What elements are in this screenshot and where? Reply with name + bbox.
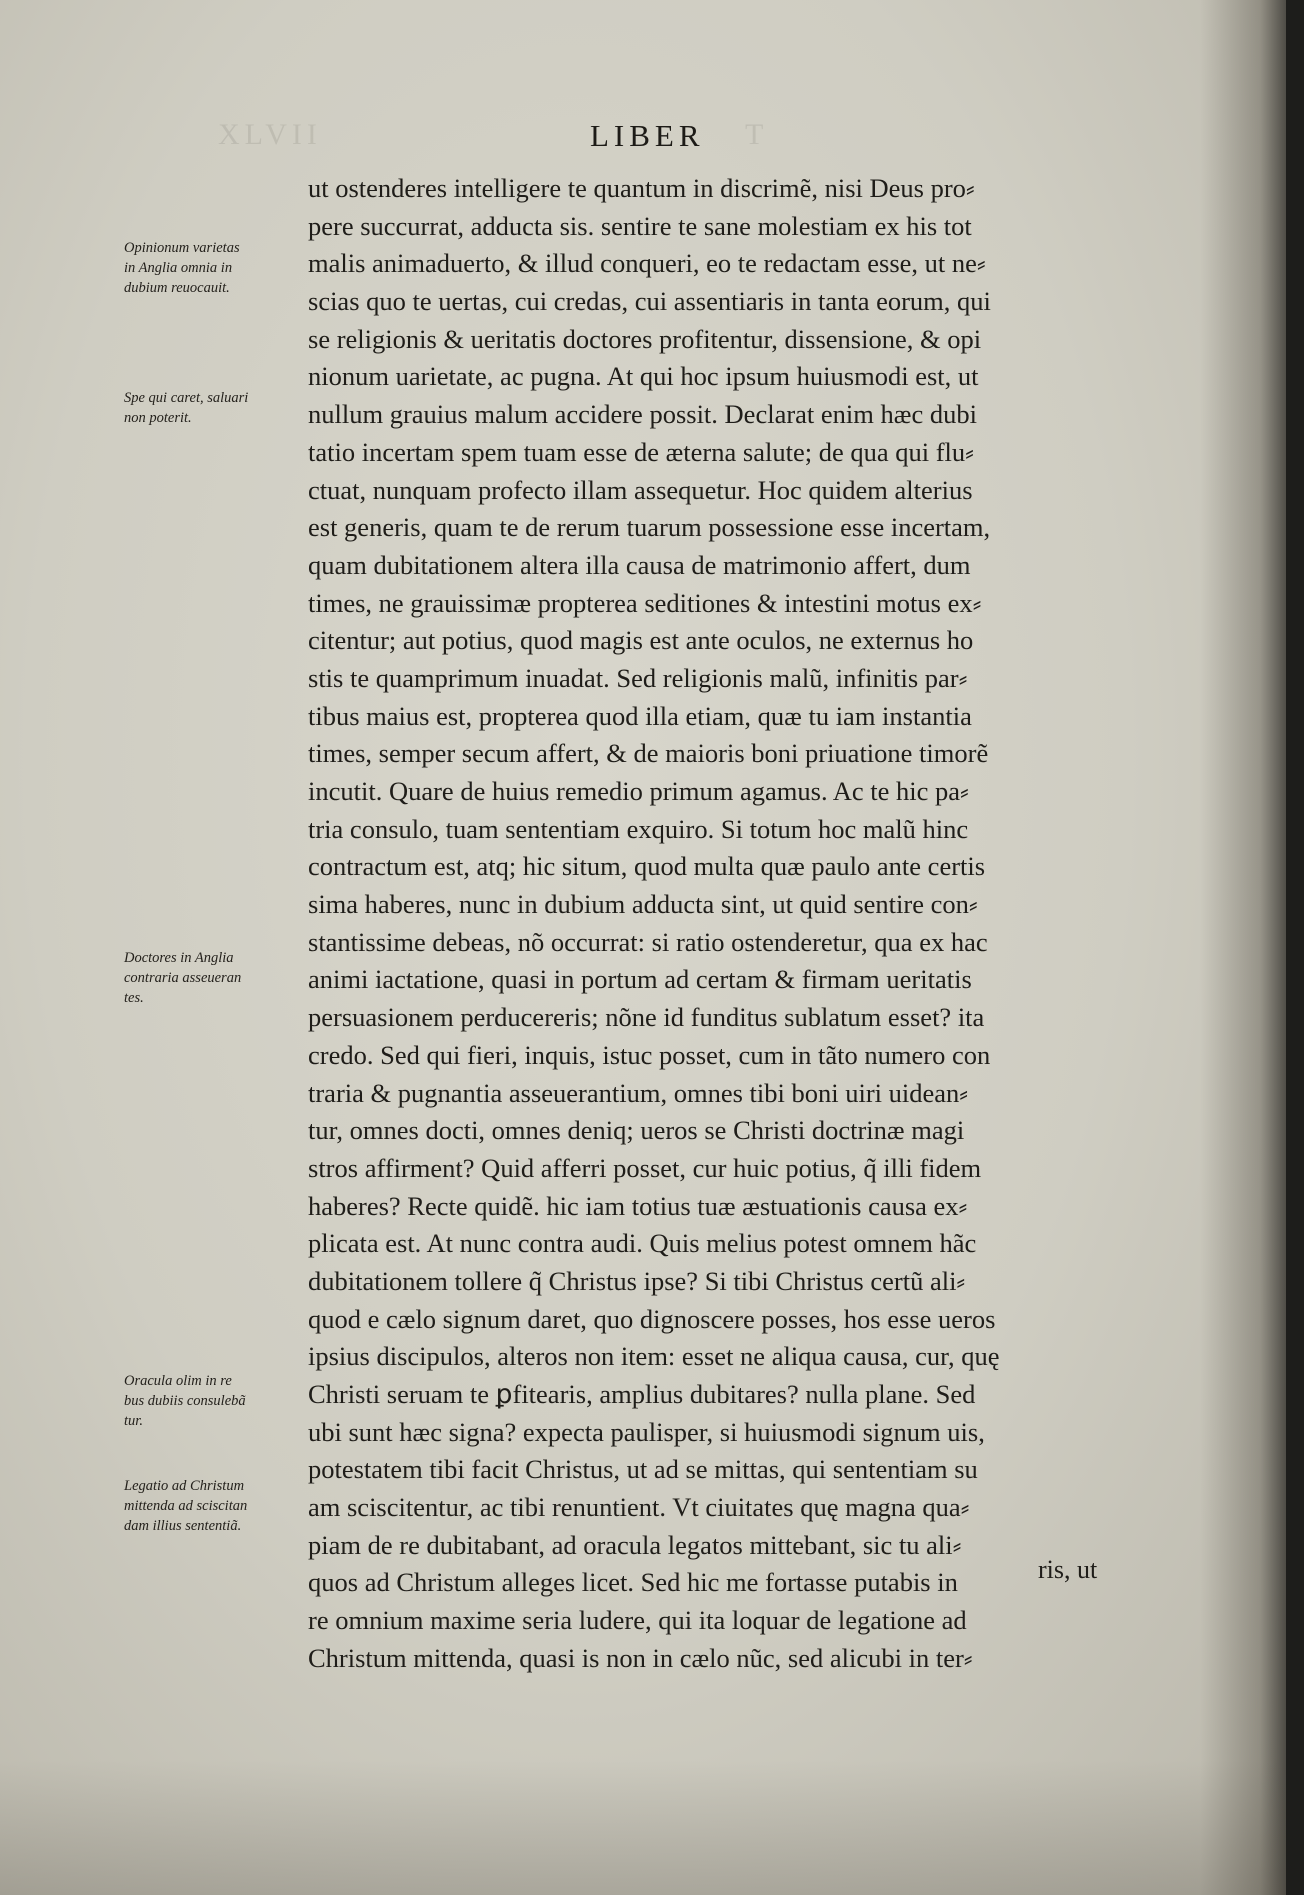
text-line: sima haberes, nunc in dubium adducta sint, ut quid sentire con⸗ [308, 889, 978, 920]
text-line: Christi seruam te ꝑfitearis, amplius dubitares? nulla plane. Sed [308, 1379, 976, 1409]
text-line: potestatem tibi facit Christus, ut ad se mittas, qui sententiam su [308, 1454, 978, 1485]
text-line: tatio incertam spem tuam esse de æterna salute; de qua qui flu⸗ [308, 436, 974, 467]
text-line: tur, omnes docti, omnes deniq; ueros se Christi doctrinæ magi [308, 1115, 965, 1146]
text-line: incutit. Quare de huius remedio primum agamus. Ac te hic pa⸗ [308, 776, 969, 806]
text-line: credo. Sed qui fieri, inquis, istuc posset, cum in tãto numero con [308, 1039, 991, 1070]
text-line: citentur; aut potius, quod magis est ante oculos, ne externus ho [308, 625, 974, 656]
text-line: am sciscitentur, ac tibi renuntient. Vt ciuitates quę magna qua⸗ [308, 1492, 970, 1523]
text-line: persuasionem perducereris; nõne id funditus sublatum esset? ita [308, 1002, 985, 1033]
text-line: re omnium maxime seria ludere, qui ita loquar de legatione ad [308, 1605, 967, 1636]
text-line: dubitationem tollere q̃ Christus ipse? Si tibi Christus certũ ali⸗ [308, 1265, 966, 1296]
body-text [308, 170, 1170, 1678]
show-through-right: T [745, 118, 769, 151]
show-through-left: XLVII [218, 118, 322, 151]
text-line: plicata est. At nunc contra audi. Quis melius potest omnem hãc [308, 1228, 977, 1259]
marginal-note-oracula: Oracula olim in re bus dubiis consulebã tur. [124, 1373, 246, 1429]
text-line: pere succurrat, adducta sis. sentire te sane molestiam ex his tot [308, 210, 972, 241]
marginal-note-legatio: Legatio ad Christum mittenda ad sciscitan dam illius sententiã. [124, 1478, 248, 1534]
running-title: LIBER [590, 118, 705, 153]
text-line: traria & pugnantia asseuerantium, omnes tibi boni uiri uidean⸗ [308, 1077, 969, 1108]
marginal-note-opinionum: Opinionum varietas in Anglia omnia in dubium reuocauit. [124, 240, 240, 296]
text-line: quos ad Christum alleges licet. Sed hic me fortasse putabis in [308, 1567, 958, 1598]
gutter-shadow [1200, 0, 1286, 1895]
text-line: Christum mittenda, quasi is non in cælo nũc, sed alicubi in ter⸗ [308, 1642, 973, 1673]
text-line: ubi sunt hæc signa? expecta paulisper, si huiusmodi signum uis, [308, 1416, 985, 1447]
text-line: stantissime debeas, nõ occurrat: si ratio ostenderetur, qua ex hac [308, 926, 988, 957]
text-line: quam dubitationem altera illa causa de matrimonio affert, dum [308, 549, 971, 580]
marginal-note-spe: Spe qui caret, saluari non poterit. [124, 390, 249, 426]
catchword: ris, ut [1038, 1555, 1098, 1584]
text-line: scias quo te uertas, cui credas, cui assentiaris in tanta eorum, qui [308, 286, 991, 317]
text-line: est generis, quam te de rerum tuarum possessione esse incertam, [308, 512, 991, 543]
text-line: contractum est, atq; hic situm, quod multa quæ paulo ante certis [308, 851, 986, 882]
text-line: quod e cælo signum daret, quo dignoscere posses, hos esse ueros [308, 1303, 996, 1334]
text-line: stros affirment? Quid afferri posset, cur huic potius, q̃ illi fidem [308, 1152, 982, 1183]
text-line: nullum grauius malum accidere possit. Declarat enim hæc dubi [308, 399, 977, 430]
marginal-note-doctores: Doctores in Anglia contraria asseueran tes. [124, 950, 242, 1006]
text-line: times, semper secum affert, & de maioris boni priuatione timorẽ [308, 738, 989, 769]
text-line: haberes? Recte quidẽ. hic iam totius tuæ æstuationis causa ex⸗ [308, 1190, 968, 1221]
page-bottom-shade [0, 1760, 1286, 1895]
text-line: animi iactatione, quasi in portum ad certam & firmam ueritatis [308, 964, 972, 995]
text-line: malis animaduerto, & illud conqueri, eo te redactam esse, ut ne⸗ [308, 248, 986, 279]
text-line: tibus maius est, propterea quod illa etiam, quæ tu iam instantia [308, 700, 972, 731]
text-line: ipsius discipulos, alteros non item: esset ne aliqua causa, cur, quę [308, 1341, 1000, 1372]
text-line: times, ne grauissimæ propterea seditiones & intestini motus ex⸗ [308, 587, 982, 618]
text-line: stis te quamprimum inuadat. Sed religionis malũ, infinitis par⸗ [308, 662, 968, 693]
text-line: se religionis & ueritatis doctores profitentur, dissensione, & opi [308, 323, 982, 354]
text-line: ctuat, nunquam profecto illam assequetur. Hoc quidem alterius [308, 474, 973, 505]
text-line: nionum uarietate, ac pugna. At qui hoc ipsum huiusmodi est, ut [308, 361, 979, 392]
text-line: tria consulo, tuam sententiam exquiro. Si totum hoc malũ hinc [308, 813, 969, 844]
text-line: piam de re dubitabant, ad oracula legatos mittebant, sic tu ali⸗ [308, 1529, 962, 1560]
text-line: ut ostenderes intelligere te quantum in discrimẽ, nisi Deus pro⸗ [308, 173, 975, 203]
